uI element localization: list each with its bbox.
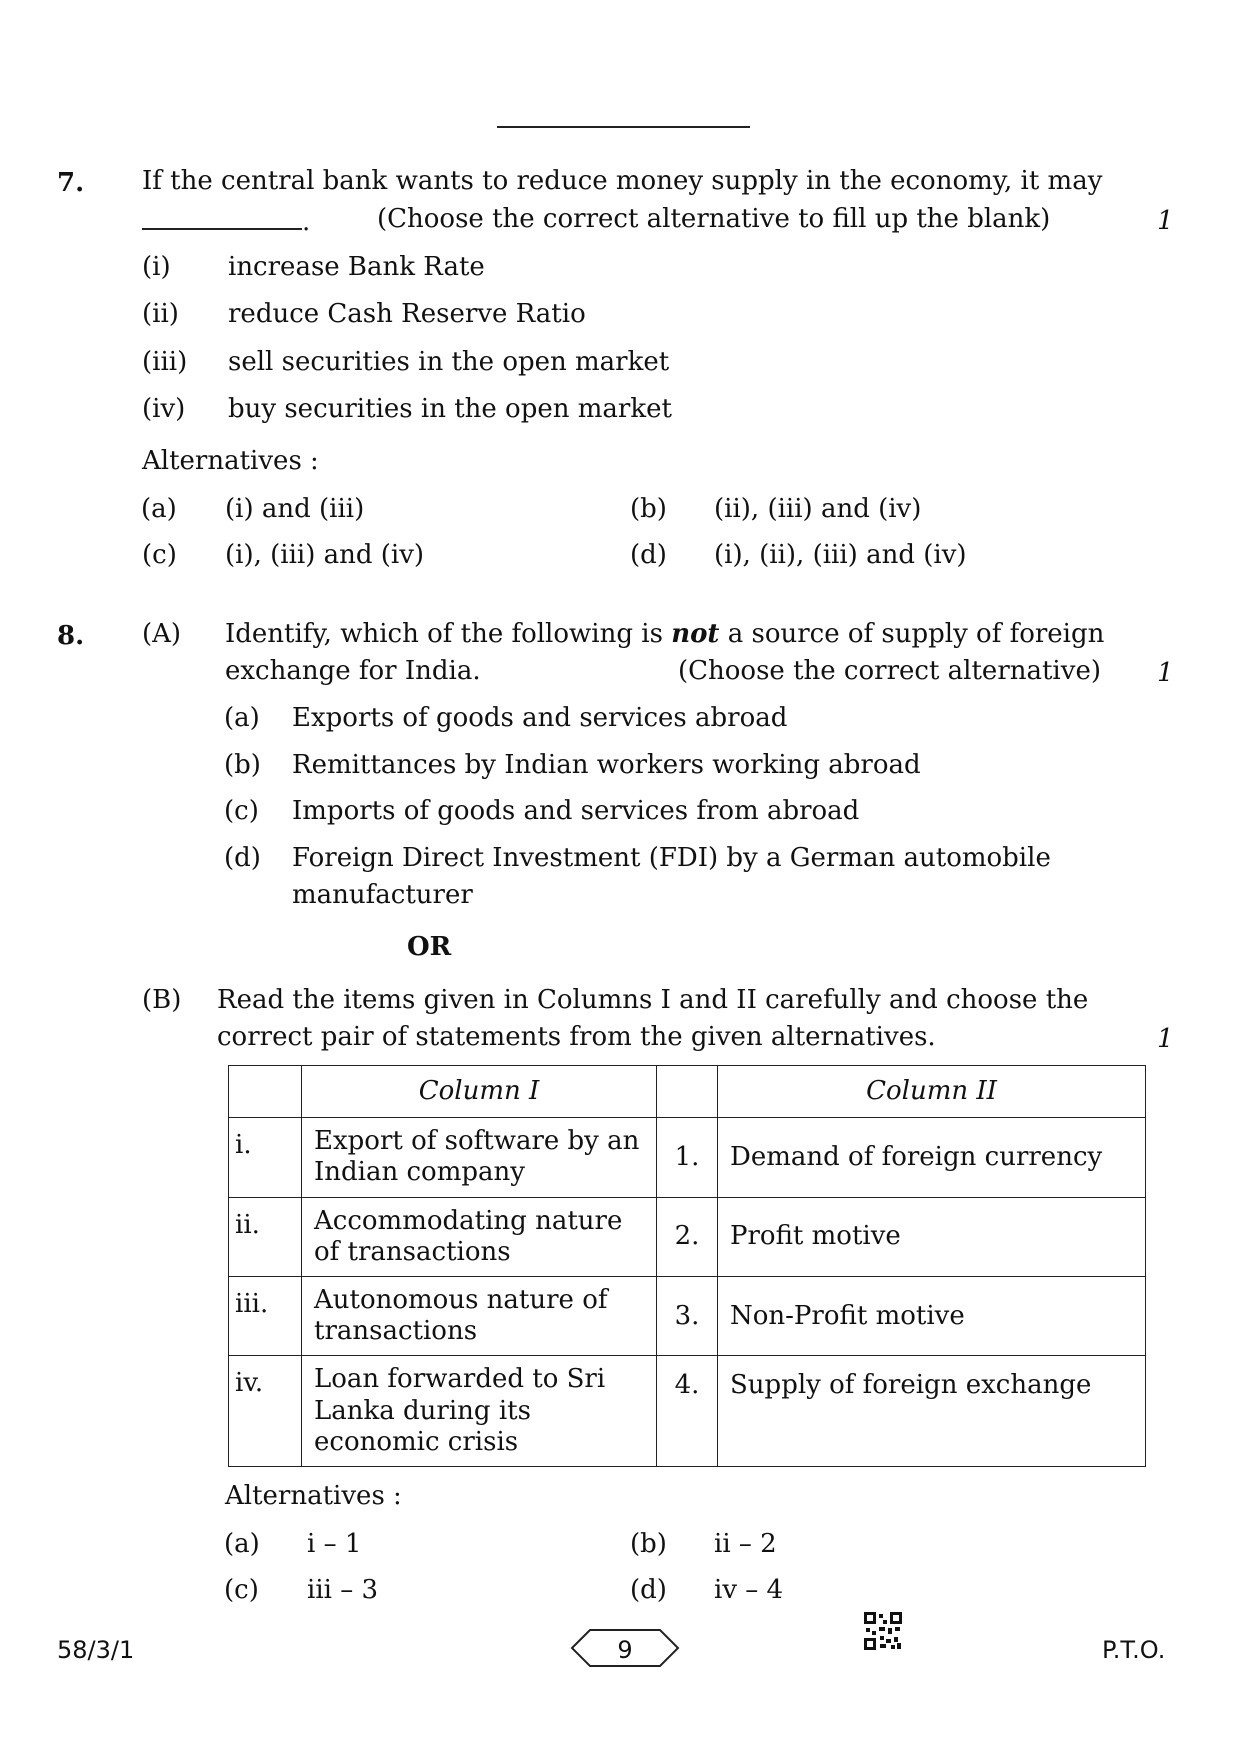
q7-line1: If the central bank wants to reduce money supply in the economy, it may bbox=[142, 166, 1103, 196]
q7-alt-label: (b) bbox=[630, 494, 667, 524]
q8a-option-label: (b) bbox=[224, 750, 261, 780]
q8b-line2: correct pair of statements from the given alternatives. bbox=[217, 1022, 936, 1052]
top-rule bbox=[497, 126, 750, 128]
q8a-option-label: (d) bbox=[224, 843, 261, 873]
column-i-cell: Autonomous nature of transactions bbox=[302, 1276, 657, 1355]
column-ii-cell: Profit motive bbox=[718, 1197, 1146, 1276]
paper-code: 58/3/1 bbox=[57, 1636, 135, 1664]
table-header-row bbox=[229, 1066, 1146, 1118]
row-number: 3. bbox=[657, 1276, 718, 1355]
q8a-option-text-cont: manufacturer bbox=[292, 880, 473, 910]
q7-option-text: sell securities in the open market bbox=[228, 347, 670, 377]
pto-label: P.T.O. bbox=[1102, 1636, 1166, 1664]
q7-alt-text: (i), (ii), (iii) and (iv) bbox=[714, 540, 967, 570]
table-row bbox=[229, 1276, 1146, 1355]
q7-alt-text: (i) and (iii) bbox=[225, 494, 365, 524]
row-roman: iv. bbox=[229, 1356, 302, 1467]
header-empty-cell bbox=[657, 1066, 718, 1118]
column-i-cell: Loan forwarded to Sri Lanka during its economic crisis bbox=[302, 1356, 657, 1467]
table-row bbox=[229, 1356, 1146, 1467]
row-number: 4. bbox=[657, 1356, 718, 1467]
row-roman: iii. bbox=[229, 1276, 302, 1355]
q8a-option-label: (a) bbox=[224, 703, 260, 733]
q8b-line1: Read the items given in Columns I and II carefully and choose the bbox=[217, 985, 1089, 1015]
q8a-option-text: Remittances by Indian workers working abroad bbox=[292, 750, 921, 780]
q8b-alt-text: iii – 3 bbox=[307, 1575, 379, 1605]
q8b-alt-text: ii – 2 bbox=[714, 1529, 777, 1559]
column-i-header: Column I bbox=[302, 1066, 657, 1118]
q8a-instruction: (Choose the correct alternative) bbox=[678, 656, 1101, 686]
q8b-alternatives-label: Alternatives : bbox=[225, 1481, 402, 1511]
column-ii-cell: Demand of foreign currency bbox=[718, 1118, 1146, 1197]
q8a-emphasis-not: not bbox=[671, 619, 720, 649]
q7-marks: 1 bbox=[1157, 206, 1174, 236]
qr-code-graphic bbox=[864, 1612, 902, 1650]
q8b-alt-label: (c) bbox=[224, 1575, 259, 1605]
q7-alt-text: (i), (iii) and (iv) bbox=[225, 540, 425, 570]
q7-alt-label: (a) bbox=[141, 494, 177, 524]
q7-option-label: (iv) bbox=[142, 394, 186, 424]
q8a-line2: exchange for India. bbox=[225, 656, 481, 686]
q8a-option-text: Foreign Direct Investment (FDI) by a German automobile bbox=[292, 843, 1051, 873]
column-ii-header: Column II bbox=[718, 1066, 1146, 1118]
q8b-marks: 1 bbox=[1157, 1024, 1174, 1054]
q8a-option-text: Exports of goods and services abroad bbox=[292, 703, 788, 733]
q8a-line1-post: a source of supply of foreign bbox=[719, 619, 1105, 649]
row-roman: i. bbox=[229, 1118, 302, 1197]
page-number: 9 bbox=[617, 1636, 633, 1664]
table-row bbox=[229, 1197, 1146, 1276]
q7-option-text: buy securities in the open market bbox=[228, 394, 672, 424]
row-number: 1. bbox=[657, 1118, 718, 1197]
q7-alternatives-label: Alternatives : bbox=[142, 446, 319, 476]
or-divider: OR bbox=[407, 932, 452, 962]
q8a-option-text: Imports of goods and services from abroad bbox=[292, 796, 860, 826]
q7-option-text: increase Bank Rate bbox=[228, 252, 485, 282]
row-number: 2. bbox=[657, 1197, 718, 1276]
q7-option-label: (i) bbox=[142, 252, 171, 282]
q8b-alt-label: (a) bbox=[224, 1529, 260, 1559]
q8a-option-label: (c) bbox=[224, 796, 259, 826]
q7-line2 bbox=[142, 206, 310, 235]
column-ii-cell: Non-Profit motive bbox=[718, 1276, 1146, 1355]
q7-option-label: (iii) bbox=[142, 347, 188, 377]
matching-table bbox=[228, 1065, 1146, 1467]
q7-alt-text: (ii), (iii) and (iv) bbox=[714, 494, 922, 524]
q8b-alt-text: iv – 4 bbox=[714, 1575, 784, 1605]
q8a-line1 bbox=[225, 621, 1104, 647]
q8b-alt-label: (d) bbox=[630, 1575, 667, 1605]
q7-instruction: (Choose the correct alternative to fill up the blank) bbox=[377, 204, 1051, 234]
q7-option-label: (ii) bbox=[142, 299, 179, 329]
table-row bbox=[229, 1118, 1146, 1197]
column-ii-cell: Supply of foreign exchange bbox=[718, 1356, 1146, 1467]
header-empty-cell bbox=[229, 1066, 302, 1118]
q8a-marks: 1 bbox=[1157, 658, 1174, 688]
q7-alt-label: (d) bbox=[630, 540, 667, 570]
q7-line2-end: . bbox=[302, 207, 311, 237]
page-number-badge bbox=[570, 1628, 680, 1668]
qr-code-icon bbox=[864, 1612, 902, 1650]
q8b-label: (B) bbox=[142, 985, 182, 1015]
q7-alt-label: (c) bbox=[142, 540, 177, 570]
q8a-label: (A) bbox=[142, 619, 182, 649]
q7-number: 7. bbox=[57, 168, 85, 198]
q8-number: 8. bbox=[57, 621, 85, 651]
row-roman: ii. bbox=[229, 1197, 302, 1276]
q7-blank bbox=[142, 206, 302, 230]
column-i-cell: Export of software by an Indian company bbox=[302, 1118, 657, 1197]
q8b-alt-text: i – 1 bbox=[307, 1529, 362, 1559]
q7-option-text: reduce Cash Reserve Ratio bbox=[228, 299, 586, 329]
q8b-alt-label: (b) bbox=[630, 1529, 667, 1559]
column-i-cell: Accommodating nature of transactions bbox=[302, 1197, 657, 1276]
q8a-line1-pre: Identify, which of the following is bbox=[225, 619, 672, 649]
